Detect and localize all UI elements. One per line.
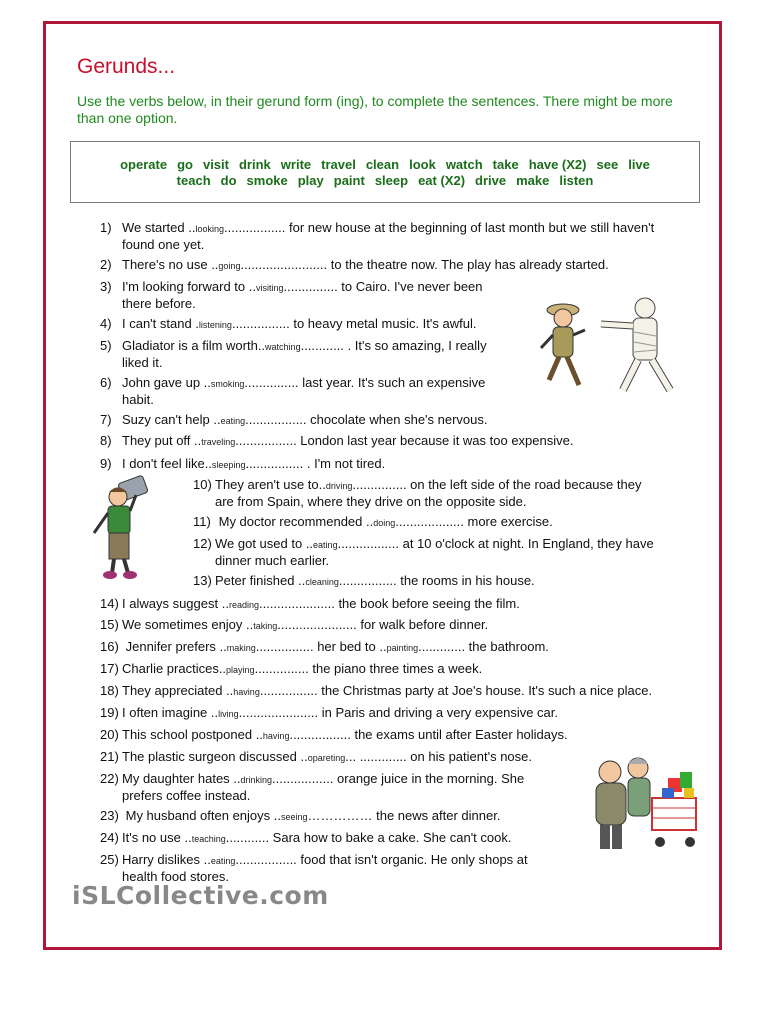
- sentence-19: [100, 705, 558, 722]
- sentence-2: [100, 257, 609, 274]
- sentence-21: [100, 749, 532, 766]
- shopping-couple-illustration: [590, 750, 705, 855]
- sentence-number: 23): [100, 808, 119, 823]
- answer-gerund: listening: [198, 320, 232, 330]
- mummy-figure: [601, 298, 670, 390]
- sentence-text: Suzy can't help ..: [122, 412, 221, 427]
- answer-gerund: drinking: [240, 775, 273, 785]
- answer-gerund: visiting: [255, 283, 284, 293]
- verb-5: travel: [321, 157, 356, 172]
- sentence-text: It's no use ..: [122, 830, 192, 845]
- sentence-continuation: health food stores.: [122, 869, 229, 884]
- sentence-continuation: are from Spain, where they drive on the opposite side.: [215, 494, 527, 509]
- sentence-number: 5): [100, 338, 112, 353]
- sentence-text-after: ................. orange juice in the morning. She: [272, 771, 525, 786]
- sentence-text: John gave up ..: [122, 375, 211, 390]
- sentence-3: [100, 279, 483, 311]
- sentence-number: 9): [100, 456, 112, 471]
- sentence-text-after: ............... on the left side of the road because they: [352, 477, 642, 492]
- sentence-number: 14): [100, 596, 119, 611]
- sentence-8: [100, 433, 573, 450]
- answer-gerund: having: [233, 687, 260, 697]
- sentence-text-after: ...................... in Paris and driving a very expensive car.: [238, 705, 558, 720]
- sentence-text: This school postponed ..: [122, 727, 263, 742]
- sentence-text: Jennifer prefers ..: [122, 639, 227, 654]
- sentence-9: [100, 456, 385, 473]
- sentence-number: 6): [100, 375, 112, 390]
- sentence-number: 21): [100, 749, 119, 764]
- sentence-text-after: ................. at 10 o'clock at night. In England, they have: [337, 536, 654, 551]
- verb-row-1: [71, 157, 699, 173]
- sentence-text-after: ................. for new house at the beginning of last month but we still haven't: [224, 220, 655, 235]
- sentence-number: 16): [100, 639, 119, 654]
- sentence-text-after: …………… the news after dinner.: [307, 808, 501, 823]
- sentence-text: We sometimes enjoy ..: [122, 617, 254, 632]
- sentence-text-after: ... ............. on his patient's nose.: [345, 749, 532, 764]
- answer-gerund: living: [218, 709, 239, 719]
- answer-gerund: sleeping: [211, 460, 246, 470]
- sentence-text-after: ........................ to the theatre now. The play has already started.: [240, 257, 609, 272]
- sentence-text: There's no use ..: [122, 257, 219, 272]
- verb-2: smoke: [246, 173, 288, 188]
- sentence-16: [100, 639, 549, 656]
- sentence-number: 4): [100, 316, 112, 331]
- instructions: Use the verbs below, in their gerund form (ing), to complete the sentences. There might be more than one option.: [77, 93, 673, 126]
- sentence-text-after: ............... the piano three times a week.: [254, 661, 483, 676]
- sentence-continuation: prefers coffee instead.: [122, 788, 251, 803]
- answer-gerund: taking: [253, 621, 278, 631]
- sentence-text: Charlie practices..: [122, 661, 227, 676]
- sentence-22: [100, 771, 524, 803]
- sentence-continuation: liked it.: [122, 355, 163, 370]
- sentence-text-after: ............ Sara how to bake a cake. She can't cook.: [225, 830, 512, 845]
- sentence-text-after: ................. food that isn't organic. He only shops at: [235, 852, 528, 867]
- sentence-number: 13): [193, 573, 212, 588]
- answer-gerund: doing: [373, 518, 396, 528]
- answer-gerund: driving: [325, 481, 353, 491]
- sentence-number: 10): [193, 477, 212, 492]
- boy-with-radio-illustration: [88, 475, 163, 580]
- sentence-number: 20): [100, 727, 119, 742]
- sentence-12: [193, 536, 654, 568]
- verb-7: look: [409, 157, 436, 172]
- sentence-number: 1): [100, 220, 112, 235]
- verb-6: clean: [365, 157, 400, 172]
- verb-6: eat (X2): [418, 173, 466, 188]
- sentence-5: [100, 338, 487, 370]
- sentence-number: 12): [193, 536, 212, 551]
- sentence-text-after: ................ the rooms in his house.: [338, 573, 535, 588]
- answer-gerund: cleaning: [305, 577, 339, 587]
- sentence-text: We started ..: [122, 220, 196, 235]
- sentence-text: The plastic surgeon discussed ..: [122, 749, 308, 764]
- sentence-13: [193, 573, 535, 590]
- verb-7: drive: [475, 173, 507, 188]
- verb-row-2: [71, 173, 699, 189]
- sentence-number: 2): [100, 257, 112, 272]
- sentence-continuation: dinner much earlier.: [215, 553, 330, 568]
- answer-gerund: smoking: [210, 379, 245, 389]
- sentence-25: [100, 852, 528, 884]
- worksheet-title: Gerunds...: [77, 55, 176, 78]
- answer-gerund: traveling: [201, 437, 236, 447]
- sentence-text: I'm looking forward to ..: [122, 279, 256, 294]
- verb-8: watch: [445, 157, 483, 172]
- verb-0: teach: [176, 173, 211, 188]
- sentence-4: [100, 316, 476, 333]
- verb-11: see: [596, 157, 619, 172]
- sentence-text-after-2: ............. the bathroom.: [418, 639, 549, 654]
- explorer-mummy-illustration: [535, 290, 695, 400]
- verb-2: visit: [202, 157, 229, 172]
- verb-box: [70, 141, 700, 203]
- sentence-text-after: ..................... the book before seeing the film.: [258, 596, 520, 611]
- sentence-text-after: ............... last year. It's such an expensive: [244, 375, 486, 390]
- sentence-text: They appreciated ..: [122, 683, 234, 698]
- sentence-number: 8): [100, 433, 112, 448]
- sentence-text-after: ................. London last year because it was too expensive.: [235, 433, 574, 448]
- sentence-text: Harry dislikes ..: [122, 852, 211, 867]
- sentence-text: My doctor recommended ..: [215, 514, 374, 529]
- answer-gerund: seeing: [280, 812, 308, 822]
- answer-gerund: having: [262, 731, 290, 741]
- sentence-number: 17): [100, 661, 119, 676]
- verb-4: paint: [333, 173, 365, 188]
- answer-gerund: eating: [313, 540, 338, 550]
- sentence-text: They put off ..: [122, 433, 202, 448]
- site-watermark: iSLCollective.com: [72, 881, 329, 910]
- verb-8: make: [516, 173, 550, 188]
- sentence-continuation: there before.: [122, 296, 196, 311]
- answer-gerund: opareting: [307, 753, 346, 763]
- sentence-number: 19): [100, 705, 119, 720]
- answer-gerund-2: painting: [386, 643, 419, 653]
- sentence-number: 11): [193, 514, 211, 529]
- answer-gerund: eating: [210, 856, 236, 866]
- answer-gerund: teaching: [191, 834, 226, 844]
- verb-0: operate: [120, 157, 168, 172]
- sentence-text-after: ............... to Cairo. I've never been: [283, 279, 483, 294]
- sentence-text-after: ................ her bed to ..: [255, 639, 387, 654]
- sentence-15: [100, 617, 488, 634]
- sentence-14: [100, 596, 520, 613]
- answer-gerund: going: [218, 261, 241, 271]
- sentence-text: Gladiator is a film worth..: [122, 338, 266, 353]
- answer-gerund: eating: [220, 416, 246, 426]
- sentence-10: [193, 477, 641, 509]
- sentence-number: 18): [100, 683, 119, 698]
- sentence-24: [100, 830, 511, 847]
- verb-3: drink: [238, 157, 271, 172]
- sentence-text: Peter finished ..: [215, 573, 306, 588]
- sentence-7: [100, 412, 488, 429]
- sentence-number: 22): [100, 771, 119, 786]
- sentence-text: I often imagine ..: [122, 705, 219, 720]
- sentence-text-after: ................ to heavy metal music. It's awful.: [231, 316, 477, 331]
- sentence-20: [100, 727, 568, 744]
- sentence-text: I always suggest ..: [122, 596, 229, 611]
- sentence-6: [100, 375, 485, 407]
- sentence-text-after: ................. the exams until after Easter holidays.: [289, 727, 568, 742]
- sentence-number: 7): [100, 412, 112, 427]
- sentence-text: My daughter hates ..: [122, 771, 241, 786]
- verb-4: write: [280, 157, 312, 172]
- sentence-text-after: ................... more exercise.: [395, 514, 553, 529]
- explorer-figure: [541, 304, 585, 385]
- sentence-text: We got used to ..: [215, 536, 314, 551]
- sentence-continuation: found one yet.: [122, 237, 205, 252]
- verb-9: listen: [559, 173, 594, 188]
- sentence-11: [193, 514, 553, 531]
- sentence-1: [100, 220, 654, 252]
- sentence-number: 24): [100, 830, 119, 845]
- sentence-23: [100, 808, 500, 825]
- verb-1: go: [177, 157, 193, 172]
- sentence-text-after: ................. chocolate when she's nervous.: [245, 412, 488, 427]
- verb-1: do: [220, 173, 237, 188]
- sentence-text: They aren't use to..: [215, 477, 326, 492]
- sentence-text-after: ................ . I'm not tired.: [245, 456, 386, 471]
- sentence-text: I don't feel like..: [122, 456, 212, 471]
- sentence-number: 25): [100, 852, 119, 867]
- answer-gerund: reading: [228, 600, 259, 610]
- answer-gerund: looking: [195, 224, 224, 234]
- sentence-number: 15): [100, 617, 119, 632]
- sentence-text-after: ...................... for walk before dinner.: [277, 617, 489, 632]
- sentence-continuation: habit.: [122, 392, 154, 407]
- answer-gerund: playing: [226, 665, 255, 675]
- answer-gerund: watching: [265, 342, 301, 352]
- sentence-17: [100, 661, 482, 678]
- sentence-text-after: ............ . It's so amazing, I really: [300, 338, 487, 353]
- sentence-18: [100, 683, 652, 700]
- verb-3: play: [297, 173, 324, 188]
- sentence-text-after: ................ the Christmas party at Joe's house. It's such a nice place.: [259, 683, 653, 698]
- verb-9: take: [492, 157, 519, 172]
- sentence-number: 3): [100, 279, 112, 294]
- verb-10: have (X2): [528, 157, 587, 172]
- answer-gerund: making: [226, 643, 256, 653]
- sentence-text: I can't stand .: [122, 316, 199, 331]
- sentence-text: My husband often enjoys ..: [122, 808, 281, 823]
- verb-12: live: [628, 157, 650, 172]
- verb-5: sleep: [374, 173, 409, 188]
